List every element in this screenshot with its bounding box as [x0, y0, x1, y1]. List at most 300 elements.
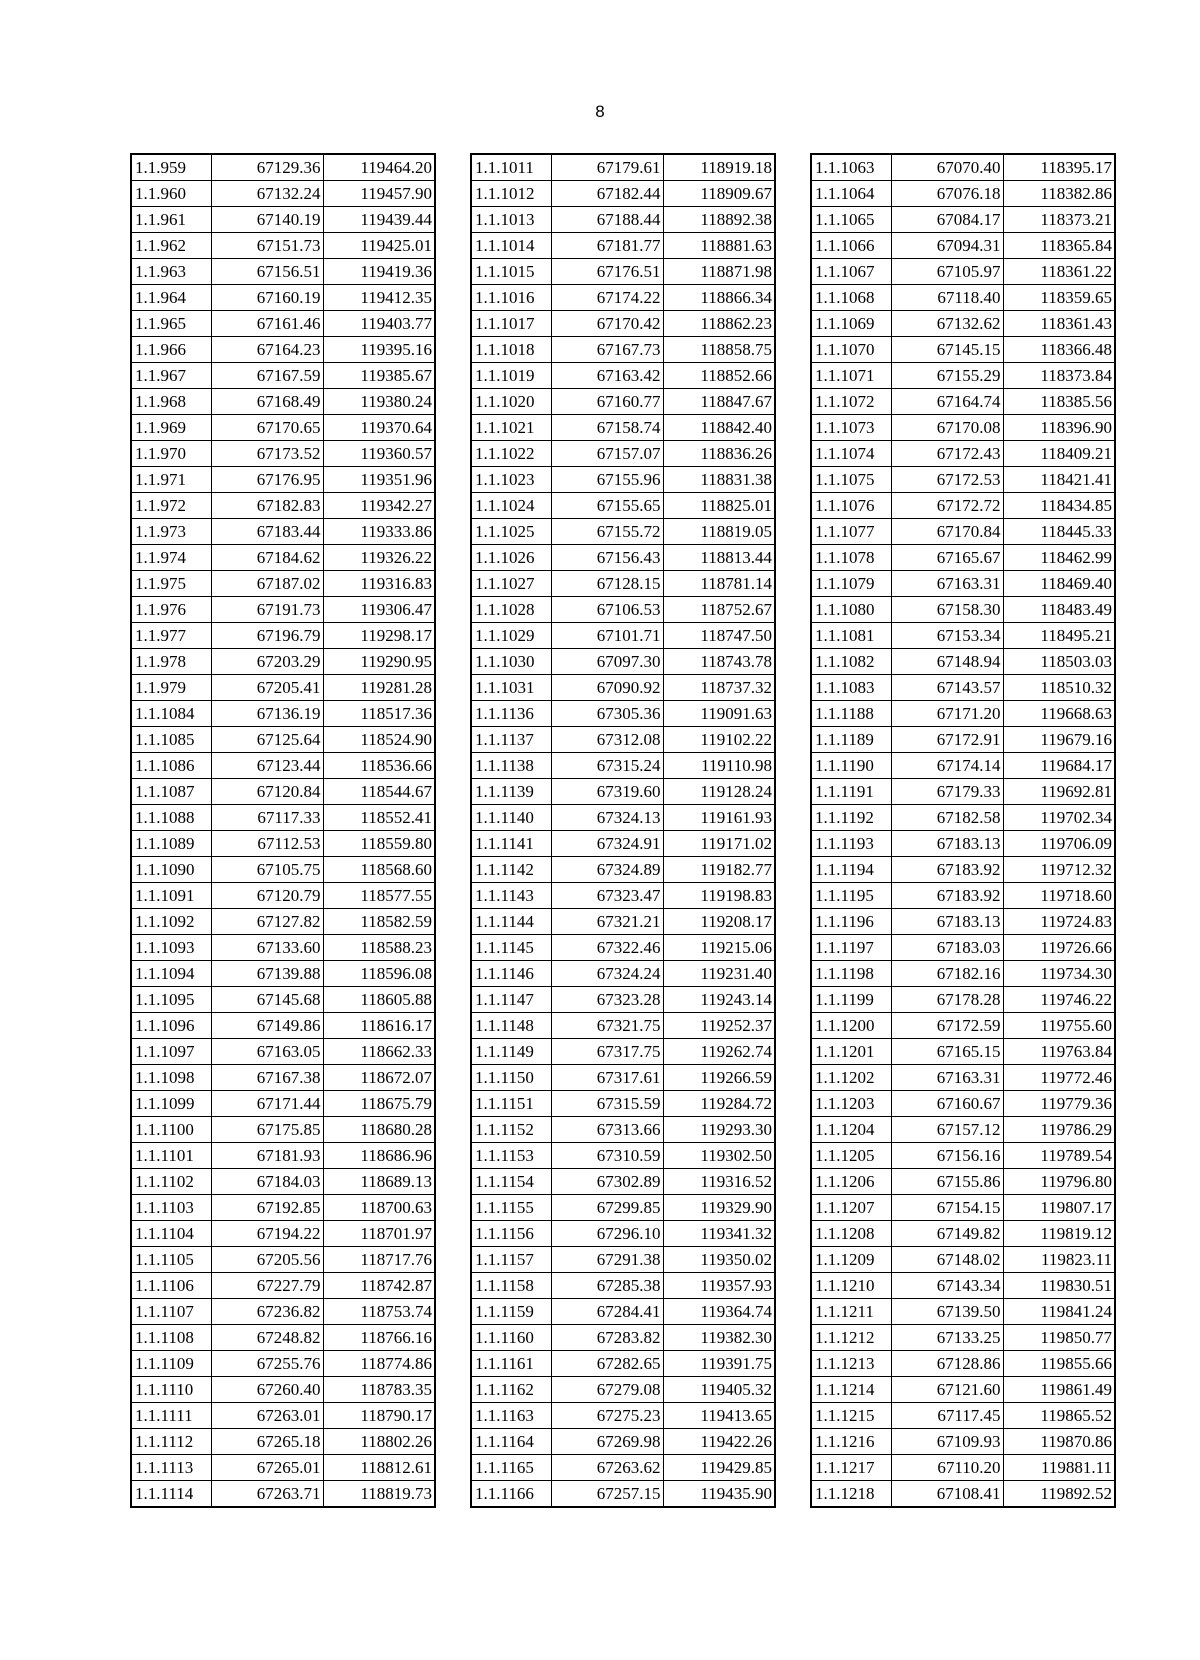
point-id-cell: 1.1.1196 [811, 909, 891, 935]
y-coordinate-cell: 118700.63 [323, 1195, 435, 1221]
x-coordinate-cell: 67187.02 [211, 571, 323, 597]
table-row [131, 1169, 435, 1195]
point-id-cell: 1.1.1074 [811, 441, 891, 467]
table-row [131, 935, 435, 961]
table-row [471, 675, 775, 701]
table-row [811, 935, 1115, 961]
x-coordinate-cell: 67139.88 [211, 961, 323, 987]
y-coordinate-cell: 118752.67 [663, 597, 775, 623]
table-row [811, 1091, 1115, 1117]
x-coordinate-cell: 67321.75 [551, 1013, 663, 1039]
y-coordinate-cell: 118689.13 [323, 1169, 435, 1195]
table-row [131, 467, 435, 493]
x-coordinate-cell: 67178.28 [891, 987, 1003, 1013]
table-row [131, 961, 435, 987]
point-id-cell: 1.1.972 [131, 493, 211, 519]
y-coordinate-cell: 119403.77 [323, 311, 435, 337]
x-coordinate-cell: 67182.58 [891, 805, 1003, 831]
point-id-cell: 1.1.1095 [131, 987, 211, 1013]
y-coordinate-cell: 119425.01 [323, 233, 435, 259]
y-coordinate-cell: 118825.01 [663, 493, 775, 519]
y-coordinate-cell: 118524.90 [323, 727, 435, 753]
y-coordinate-cell: 118582.59 [323, 909, 435, 935]
y-coordinate-cell: 119405.32 [663, 1377, 775, 1403]
y-coordinate-cell: 119243.14 [663, 987, 775, 1013]
x-coordinate-cell: 67313.66 [551, 1117, 663, 1143]
x-coordinate-cell: 67090.92 [551, 675, 663, 701]
table-row [131, 493, 435, 519]
x-coordinate-cell: 67310.59 [551, 1143, 663, 1169]
table-row [131, 1351, 435, 1377]
x-coordinate-cell: 67128.86 [891, 1351, 1003, 1377]
x-coordinate-cell: 67182.44 [551, 181, 663, 207]
y-coordinate-cell: 118421.41 [1003, 467, 1115, 493]
x-coordinate-cell: 67205.56 [211, 1247, 323, 1273]
x-coordinate-cell: 67160.77 [551, 389, 663, 415]
x-coordinate-cell: 67285.38 [551, 1273, 663, 1299]
point-id-cell: 1.1.1023 [471, 467, 551, 493]
table-row [811, 415, 1115, 441]
y-coordinate-cell: 118559.80 [323, 831, 435, 857]
table-row [811, 857, 1115, 883]
point-id-cell: 1.1.1153 [471, 1143, 551, 1169]
y-coordinate-cell: 119439.44 [323, 207, 435, 233]
y-coordinate-cell: 118596.08 [323, 961, 435, 987]
x-coordinate-cell: 67174.22 [551, 285, 663, 311]
x-coordinate-cell: 67164.74 [891, 389, 1003, 415]
y-coordinate-cell: 119763.84 [1003, 1039, 1115, 1065]
table-row [471, 753, 775, 779]
point-id-cell: 1.1.1075 [811, 467, 891, 493]
table-row [131, 1325, 435, 1351]
y-coordinate-cell: 119198.83 [663, 883, 775, 909]
y-coordinate-cell: 118588.23 [323, 935, 435, 961]
x-coordinate-cell: 67257.15 [551, 1481, 663, 1508]
x-coordinate-cell: 67149.82 [891, 1221, 1003, 1247]
table-row [811, 1273, 1115, 1299]
y-coordinate-cell: 119746.22 [1003, 987, 1115, 1013]
table-row [131, 389, 435, 415]
x-coordinate-cell: 67183.92 [891, 857, 1003, 883]
y-coordinate-cell: 119724.83 [1003, 909, 1115, 935]
x-coordinate-cell: 67265.18 [211, 1429, 323, 1455]
point-id-cell: 1.1.1094 [131, 961, 211, 987]
x-coordinate-cell: 67324.13 [551, 805, 663, 831]
point-id-cell: 1.1.1076 [811, 493, 891, 519]
table-row [131, 1117, 435, 1143]
point-id-cell: 1.1.1021 [471, 415, 551, 441]
table-row [471, 1455, 775, 1481]
point-id-cell: 1.1.1139 [471, 779, 551, 805]
table-row [471, 1065, 775, 1091]
x-coordinate-cell: 67070.40 [891, 154, 1003, 181]
table-row [471, 701, 775, 727]
point-id-cell: 1.1.1114 [131, 1481, 211, 1508]
x-coordinate-cell: 67227.79 [211, 1273, 323, 1299]
point-id-cell: 1.1.1204 [811, 1117, 891, 1143]
table-row [811, 154, 1115, 181]
point-id-cell: 1.1.1188 [811, 701, 891, 727]
point-id-cell: 1.1.1079 [811, 571, 891, 597]
y-coordinate-cell: 118701.97 [323, 1221, 435, 1247]
point-id-cell: 1.1.1137 [471, 727, 551, 753]
table-row [471, 154, 775, 181]
x-coordinate-cell: 67136.19 [211, 701, 323, 727]
table-row [811, 805, 1115, 831]
table-row [811, 1299, 1115, 1325]
table-row [471, 727, 775, 753]
x-coordinate-cell: 67148.02 [891, 1247, 1003, 1273]
y-coordinate-cell: 119262.74 [663, 1039, 775, 1065]
x-coordinate-cell: 67181.77 [551, 233, 663, 259]
y-coordinate-cell: 119333.86 [323, 519, 435, 545]
table-row [131, 675, 435, 701]
x-coordinate-cell: 67076.18 [891, 181, 1003, 207]
table-row [471, 1429, 775, 1455]
x-coordinate-cell: 67125.64 [211, 727, 323, 753]
point-id-cell: 1.1.1098 [131, 1065, 211, 1091]
y-coordinate-cell: 118434.85 [1003, 493, 1115, 519]
point-id-cell: 1.1.1144 [471, 909, 551, 935]
point-id-cell: 1.1.1097 [131, 1039, 211, 1065]
table-row [811, 545, 1115, 571]
table-row [131, 1195, 435, 1221]
x-coordinate-cell: 67123.44 [211, 753, 323, 779]
x-coordinate-cell: 67182.83 [211, 493, 323, 519]
y-coordinate-cell: 118675.79 [323, 1091, 435, 1117]
table-row [131, 1091, 435, 1117]
point-id-cell: 1.1.1109 [131, 1351, 211, 1377]
point-id-cell: 1.1.1067 [811, 259, 891, 285]
point-id-cell: 1.1.1198 [811, 961, 891, 987]
y-coordinate-cell: 119341.32 [663, 1221, 775, 1247]
y-coordinate-cell: 119215.06 [663, 935, 775, 961]
y-coordinate-cell: 118766.16 [323, 1325, 435, 1351]
x-coordinate-cell: 67315.59 [551, 1091, 663, 1117]
point-id-cell: 1.1.1203 [811, 1091, 891, 1117]
x-coordinate-cell: 67167.73 [551, 337, 663, 363]
y-coordinate-cell: 119861.49 [1003, 1377, 1115, 1403]
y-coordinate-cell: 119823.11 [1003, 1247, 1115, 1273]
table-row [471, 649, 775, 675]
x-coordinate-cell: 67156.16 [891, 1143, 1003, 1169]
table-row [131, 545, 435, 571]
x-coordinate-cell: 67133.60 [211, 935, 323, 961]
y-coordinate-cell: 119668.63 [1003, 701, 1115, 727]
point-id-cell: 1.1.1149 [471, 1039, 551, 1065]
table-row [811, 1013, 1115, 1039]
x-coordinate-cell: 67156.43 [551, 545, 663, 571]
x-coordinate-cell: 67112.53 [211, 831, 323, 857]
x-coordinate-cell: 67179.61 [551, 154, 663, 181]
table-row [131, 597, 435, 623]
y-coordinate-cell: 118503.03 [1003, 649, 1115, 675]
x-coordinate-cell: 67194.22 [211, 1221, 323, 1247]
point-id-cell: 1.1.1200 [811, 1013, 891, 1039]
x-coordinate-cell: 67145.15 [891, 337, 1003, 363]
y-coordinate-cell: 119412.35 [323, 285, 435, 311]
x-coordinate-cell: 67260.40 [211, 1377, 323, 1403]
x-coordinate-cell: 67132.62 [891, 311, 1003, 337]
point-id-cell: 1.1.1105 [131, 1247, 211, 1273]
x-coordinate-cell: 67323.47 [551, 883, 663, 909]
x-coordinate-cell: 67168.49 [211, 389, 323, 415]
y-coordinate-cell: 119370.64 [323, 415, 435, 441]
point-id-cell: 1.1.974 [131, 545, 211, 571]
point-id-cell: 1.1.1100 [131, 1117, 211, 1143]
x-coordinate-cell: 67179.33 [891, 779, 1003, 805]
y-coordinate-cell: 119435.90 [663, 1481, 775, 1508]
x-coordinate-cell: 67151.73 [211, 233, 323, 259]
x-coordinate-cell: 67182.16 [891, 961, 1003, 987]
y-coordinate-cell: 118495.21 [1003, 623, 1115, 649]
point-id-cell: 1.1.1028 [471, 597, 551, 623]
point-id-cell: 1.1.1018 [471, 337, 551, 363]
x-coordinate-cell: 67153.34 [891, 623, 1003, 649]
y-coordinate-cell: 119102.22 [663, 727, 775, 753]
x-coordinate-cell: 67154.15 [891, 1195, 1003, 1221]
table-row [471, 363, 775, 389]
table-row [811, 467, 1115, 493]
y-coordinate-cell: 119252.37 [663, 1013, 775, 1039]
table-row [131, 857, 435, 883]
point-id-cell: 1.1.1101 [131, 1143, 211, 1169]
table-row [811, 1065, 1115, 1091]
point-id-cell: 1.1.1019 [471, 363, 551, 389]
x-coordinate-cell: 67165.15 [891, 1039, 1003, 1065]
point-id-cell: 1.1.1084 [131, 701, 211, 727]
y-coordinate-cell: 119789.54 [1003, 1143, 1115, 1169]
point-id-cell: 1.1.1027 [471, 571, 551, 597]
table-row [811, 363, 1115, 389]
table-row [471, 259, 775, 285]
x-coordinate-cell: 67160.67 [891, 1091, 1003, 1117]
point-id-cell: 1.1.969 [131, 415, 211, 441]
point-id-cell: 1.1.1138 [471, 753, 551, 779]
table-row [471, 337, 775, 363]
y-coordinate-cell: 119819.12 [1003, 1221, 1115, 1247]
y-coordinate-cell: 118909.67 [663, 181, 775, 207]
point-id-cell: 1.1.1099 [131, 1091, 211, 1117]
coordinate-table-2 [470, 153, 776, 1508]
point-id-cell: 1.1.1083 [811, 675, 891, 701]
table-row [131, 571, 435, 597]
y-coordinate-cell: 119734.30 [1003, 961, 1115, 987]
point-id-cell: 1.1.966 [131, 337, 211, 363]
x-coordinate-cell: 67105.75 [211, 857, 323, 883]
x-coordinate-cell: 67139.50 [891, 1299, 1003, 1325]
point-id-cell: 1.1.1199 [811, 987, 891, 1013]
x-coordinate-cell: 67170.08 [891, 415, 1003, 441]
point-id-cell: 1.1.1102 [131, 1169, 211, 1195]
y-coordinate-cell: 118373.84 [1003, 363, 1115, 389]
y-coordinate-cell: 119786.29 [1003, 1117, 1115, 1143]
x-coordinate-cell: 67191.73 [211, 597, 323, 623]
x-coordinate-cell: 67205.41 [211, 675, 323, 701]
table-row [471, 805, 775, 831]
x-coordinate-cell: 67171.44 [211, 1091, 323, 1117]
y-coordinate-cell: 118862.23 [663, 311, 775, 337]
x-coordinate-cell: 67183.92 [891, 883, 1003, 909]
y-coordinate-cell: 118819.05 [663, 519, 775, 545]
table-row [471, 883, 775, 909]
x-coordinate-cell: 67084.17 [891, 207, 1003, 233]
point-id-cell: 1.1.1078 [811, 545, 891, 571]
point-id-cell: 1.1.1190 [811, 753, 891, 779]
x-coordinate-cell: 67118.40 [891, 285, 1003, 311]
x-coordinate-cell: 67167.59 [211, 363, 323, 389]
point-id-cell: 1.1.1080 [811, 597, 891, 623]
point-id-cell: 1.1.1092 [131, 909, 211, 935]
table-row [131, 1273, 435, 1299]
point-id-cell: 1.1.1215 [811, 1403, 891, 1429]
point-id-cell: 1.1.1192 [811, 805, 891, 831]
point-id-cell: 1.1.1141 [471, 831, 551, 857]
y-coordinate-cell: 119128.24 [663, 779, 775, 805]
table-row [811, 701, 1115, 727]
point-id-cell: 1.1.1030 [471, 649, 551, 675]
table-row [811, 597, 1115, 623]
x-coordinate-cell: 67158.30 [891, 597, 1003, 623]
y-coordinate-cell: 118881.63 [663, 233, 775, 259]
x-coordinate-cell: 67196.79 [211, 623, 323, 649]
y-coordinate-cell: 118361.43 [1003, 311, 1115, 337]
table-row [471, 181, 775, 207]
y-coordinate-cell: 119850.77 [1003, 1325, 1115, 1351]
table-row [811, 1143, 1115, 1169]
y-coordinate-cell: 118866.34 [663, 285, 775, 311]
table-row [811, 1325, 1115, 1351]
y-coordinate-cell: 119796.80 [1003, 1169, 1115, 1195]
table-row [811, 753, 1115, 779]
x-coordinate-cell: 67324.24 [551, 961, 663, 987]
point-id-cell: 1.1.1093 [131, 935, 211, 961]
table-row [811, 961, 1115, 987]
y-coordinate-cell: 119342.27 [323, 493, 435, 519]
x-coordinate-cell: 67269.98 [551, 1429, 663, 1455]
x-coordinate-cell: 67324.91 [551, 831, 663, 857]
table-row [471, 1117, 775, 1143]
x-coordinate-cell: 67283.82 [551, 1325, 663, 1351]
x-coordinate-cell: 67161.46 [211, 311, 323, 337]
table-row [471, 1403, 775, 1429]
table-row [131, 233, 435, 259]
x-coordinate-cell: 67163.31 [891, 1065, 1003, 1091]
y-coordinate-cell: 119298.17 [323, 623, 435, 649]
y-coordinate-cell: 118812.61 [323, 1455, 435, 1481]
table-row [471, 1481, 775, 1508]
point-id-cell: 1.1.1111 [131, 1403, 211, 1429]
x-coordinate-cell: 67282.65 [551, 1351, 663, 1377]
table-row [471, 597, 775, 623]
table-row [131, 805, 435, 831]
y-coordinate-cell: 119464.20 [323, 154, 435, 181]
y-coordinate-cell: 119772.46 [1003, 1065, 1115, 1091]
x-coordinate-cell: 67156.51 [211, 259, 323, 285]
x-coordinate-cell: 67181.93 [211, 1143, 323, 1169]
point-id-cell: 1.1.1077 [811, 519, 891, 545]
point-id-cell: 1.1.1194 [811, 857, 891, 883]
point-id-cell: 1.1.1096 [131, 1013, 211, 1039]
x-coordinate-cell: 67183.44 [211, 519, 323, 545]
point-id-cell: 1.1.1091 [131, 883, 211, 909]
x-coordinate-cell: 67148.94 [891, 649, 1003, 675]
table-row [811, 779, 1115, 805]
x-coordinate-cell: 67097.30 [551, 649, 663, 675]
y-coordinate-cell: 119702.34 [1003, 805, 1115, 831]
point-id-cell: 1.1.1064 [811, 181, 891, 207]
y-coordinate-cell: 119284.72 [663, 1091, 775, 1117]
x-coordinate-cell: 67127.82 [211, 909, 323, 935]
y-coordinate-cell: 119316.52 [663, 1169, 775, 1195]
point-id-cell: 1.1.1159 [471, 1299, 551, 1325]
x-coordinate-cell: 67319.60 [551, 779, 663, 805]
point-id-cell: 1.1.1073 [811, 415, 891, 441]
x-coordinate-cell: 67165.67 [891, 545, 1003, 571]
x-coordinate-cell: 67172.53 [891, 467, 1003, 493]
y-coordinate-cell: 118790.17 [323, 1403, 435, 1429]
table-row [131, 311, 435, 337]
y-coordinate-cell: 119779.36 [1003, 1091, 1115, 1117]
table-row [471, 1299, 775, 1325]
y-coordinate-cell: 118361.22 [1003, 259, 1115, 285]
coordinate-table-1 [130, 153, 436, 1508]
point-id-cell: 1.1.1104 [131, 1221, 211, 1247]
point-id-cell: 1.1.967 [131, 363, 211, 389]
table-row [131, 1039, 435, 1065]
point-id-cell: 1.1.979 [131, 675, 211, 701]
y-coordinate-cell: 118742.87 [323, 1273, 435, 1299]
point-id-cell: 1.1.1217 [811, 1455, 891, 1481]
x-coordinate-cell: 67167.38 [211, 1065, 323, 1091]
point-id-cell: 1.1.1069 [811, 311, 891, 337]
x-coordinate-cell: 67172.91 [891, 727, 1003, 753]
table-row [811, 493, 1115, 519]
point-id-cell: 1.1.1107 [131, 1299, 211, 1325]
table-row [811, 1247, 1115, 1273]
point-id-cell: 1.1.976 [131, 597, 211, 623]
y-coordinate-cell: 118802.26 [323, 1429, 435, 1455]
x-coordinate-cell: 67174.14 [891, 753, 1003, 779]
table-row [811, 571, 1115, 597]
x-coordinate-cell: 67129.36 [211, 154, 323, 181]
table-row [471, 571, 775, 597]
point-id-cell: 1.1.1147 [471, 987, 551, 1013]
y-coordinate-cell: 118366.48 [1003, 337, 1115, 363]
point-id-cell: 1.1.1201 [811, 1039, 891, 1065]
table-row [471, 1169, 775, 1195]
point-id-cell: 1.1.1205 [811, 1143, 891, 1169]
point-id-cell: 1.1.1195 [811, 883, 891, 909]
y-coordinate-cell: 118836.26 [663, 441, 775, 467]
point-id-cell: 1.1.1106 [131, 1273, 211, 1299]
x-coordinate-cell: 67170.84 [891, 519, 1003, 545]
table-row [131, 1403, 435, 1429]
x-coordinate-cell: 67143.34 [891, 1273, 1003, 1299]
x-coordinate-cell: 67155.65 [551, 493, 663, 519]
y-coordinate-cell: 118842.40 [663, 415, 775, 441]
table-row [131, 831, 435, 857]
point-id-cell: 1.1.1068 [811, 285, 891, 311]
point-id-cell: 1.1.1152 [471, 1117, 551, 1143]
y-coordinate-cell: 118743.78 [663, 649, 775, 675]
table-row [131, 207, 435, 233]
point-id-cell: 1.1.1108 [131, 1325, 211, 1351]
y-coordinate-cell: 118395.17 [1003, 154, 1115, 181]
x-coordinate-cell: 67155.86 [891, 1169, 1003, 1195]
point-id-cell: 1.1.1136 [471, 701, 551, 727]
y-coordinate-cell: 119329.90 [663, 1195, 775, 1221]
